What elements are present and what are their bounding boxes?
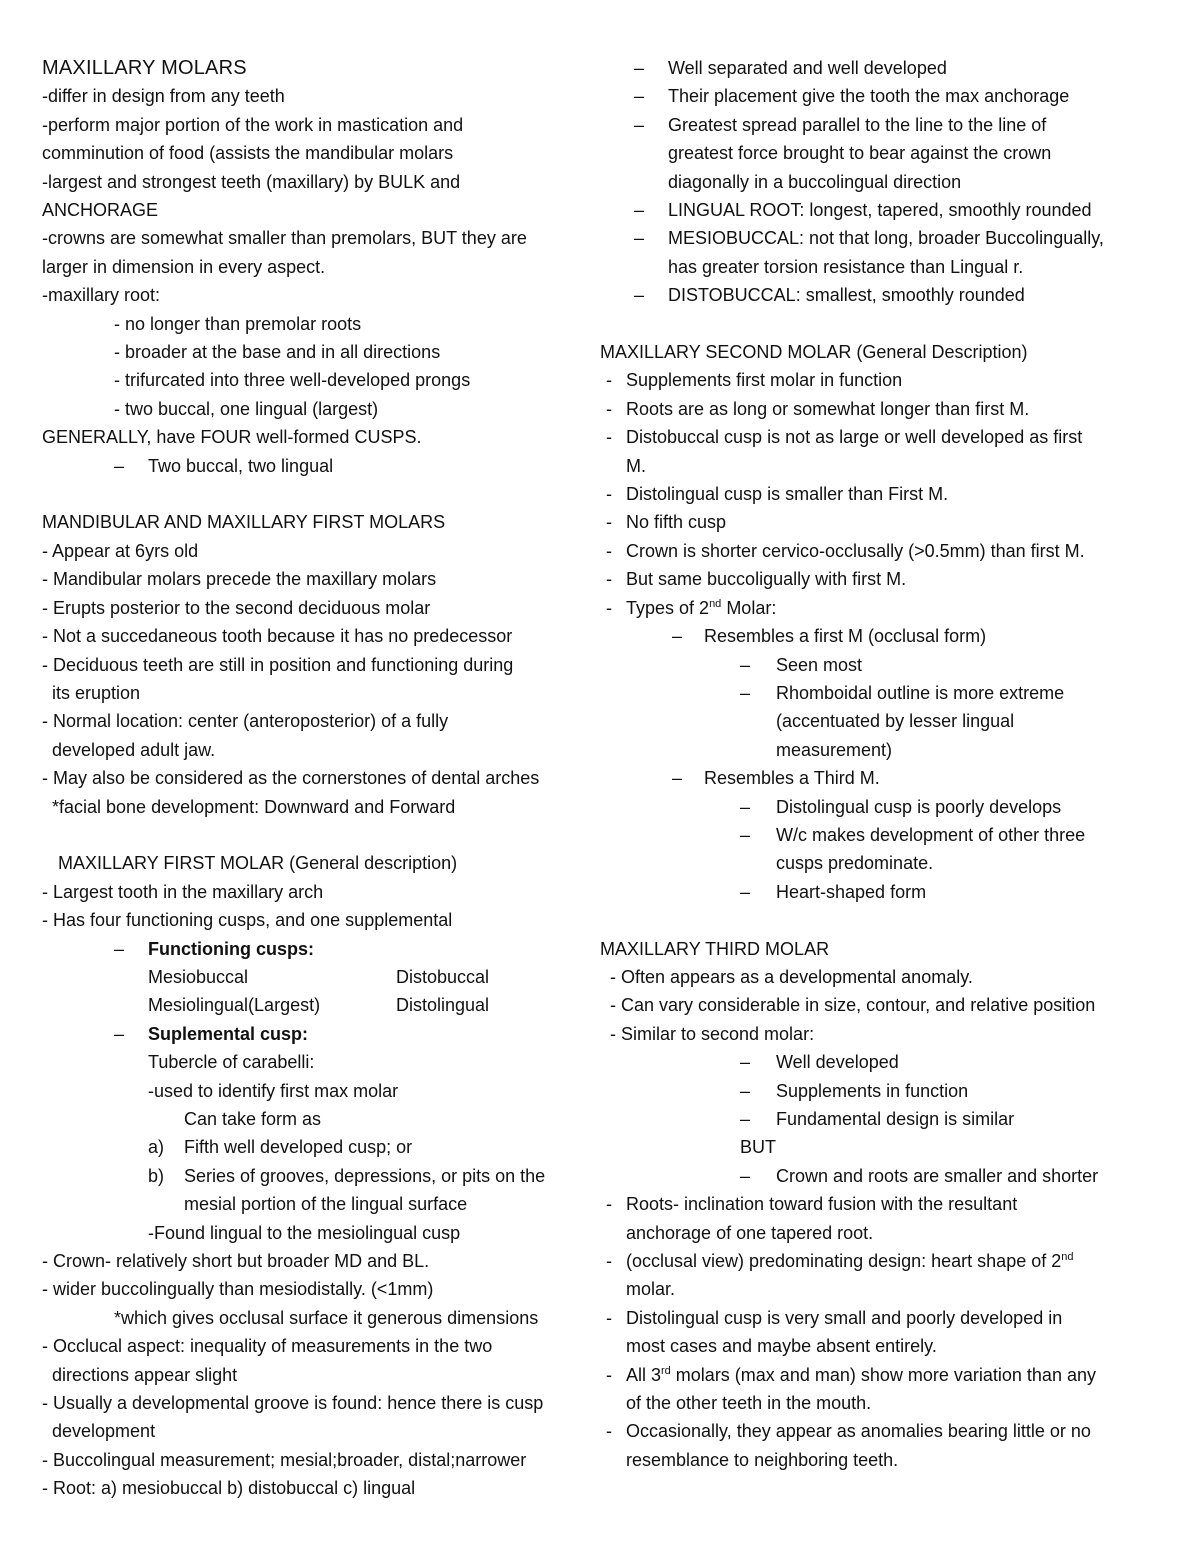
third-item: - Similar to second molar: <box>610 1023 815 1044</box>
carabelli-line: -used to identify first max molar <box>148 1080 399 1101</box>
root-point: - broader at the base and in all directions <box>114 342 441 363</box>
list-item: *facial bone development: Downward and Forward <box>42 796 456 817</box>
tail-item: - All 3rd molars (max and man) show more variation than any <box>606 1364 1096 1385</box>
root-item: – Greatest spread parallel to the line to the line of <box>634 114 1047 135</box>
but-item: – Crown and roots are smaller and shorter <box>740 1165 1099 1186</box>
second-item: - Roots are as long or somewhat longer than first M. <box>606 398 1030 419</box>
type-2: – Resembles a Third M. <box>672 768 880 789</box>
second-item: - But same buccoligually with first M. <box>606 569 907 590</box>
form-item-cont: mesial portion of the lingual surface <box>184 1194 468 1215</box>
similar-item: – Fundamental design is similar <box>740 1109 1015 1129</box>
generally-sub: – Two buccal, two lingual <box>114 455 334 476</box>
second-item: - No fifth cusp <box>606 512 727 533</box>
form-item: b) Series of grooves, depressions, or pits on the <box>148 1165 546 1186</box>
similar-item: – Well developed <box>740 1052 899 1073</box>
list-item: development <box>42 1421 156 1442</box>
carabelli-line: Can take form as <box>184 1109 322 1129</box>
supplemental-cusp-label: – Suplemental cusp: <box>114 1023 309 1044</box>
type-1: – Resembles a first M (occlusal form) <box>672 626 987 647</box>
list-item: - Mandibular molars precede the maxillary molars <box>42 569 437 590</box>
list-item: - Crown- relatively short but broader MD and BL. <box>42 1251 430 1272</box>
intro-line: larger in dimension in every aspect. <box>42 256 326 277</box>
carabelli-line: Tubercle of carabelli: <box>148 1052 315 1073</box>
list-item: its eruption <box>42 682 141 703</box>
similar-item: – Supplements in function <box>740 1080 969 1101</box>
cusp-row: Mesiolingual(Largest) Distolingual <box>148 995 490 1016</box>
list-item: - Buccolingual measurement; mesial;broader, distal;narrower <box>42 1449 527 1470</box>
root-item-cont: has greater torsion resistance than Lingual r. <box>668 256 1024 277</box>
third-item: - Often appears as a developmental anomaly. <box>610 966 973 987</box>
type-2-item-cont: cusps predominate. <box>776 853 934 874</box>
root-point: - trifurcated into three well-developed prongs <box>114 370 471 391</box>
list-item: - Normal location: center (anteroposterior) of a fully <box>42 711 449 732</box>
but-line: BUT <box>740 1137 776 1158</box>
type-1-item: – Seen most <box>740 654 863 675</box>
tail-item: - Distolingual cusp is very small and poorly developed in <box>606 1307 1063 1328</box>
root-item-cont: greatest force brought to bear against the crown <box>668 143 1052 164</box>
root-item-cont: diagonally in a buccolingual direction <box>668 171 962 192</box>
tail-item-cont: molar. <box>626 1279 676 1300</box>
list-item: - Deciduous teeth are still in position and functioning during <box>42 654 514 675</box>
tail-item-cont: anchorage of one tapered root. <box>626 1222 874 1243</box>
intro-line: -crowns are somewhat smaller than premolars, BUT they are <box>42 228 527 249</box>
right-column <box>600 54 1160 1474</box>
section-title-mand-max: MANDIBULAR AND MAXILLARY FIRST MOLARS <box>42 512 446 533</box>
list-item: developed adult jaw. <box>42 739 216 760</box>
intro-line: -largest and strongest teeth (maxillary) by BULK and <box>42 171 461 192</box>
type-2-item: – Heart-shaped form <box>740 881 927 902</box>
third-item: - Can vary considerable in size, contour, and relative position <box>610 995 1096 1016</box>
list-item: - Erupts posterior to the second deciduous molar <box>42 597 431 618</box>
second-item: - Distobuccal cusp is not as large or well developed as first <box>606 427 1083 448</box>
title-maxillary-molars: MAXILLARY MOLARS <box>42 57 247 79</box>
functioning-cusps-label: – Functioning cusps: <box>114 938 314 959</box>
type-1-item-cont: measurement) <box>776 739 893 760</box>
list-item: - Largest tooth in the maxillary arch <box>42 881 324 902</box>
intro-line: -perform major portion of the work in mastication and <box>42 114 464 135</box>
form-item: a) Fifth well developed cusp; or <box>148 1137 413 1158</box>
type-1-item: – Rhomboidal outline is more extreme <box>740 682 1065 703</box>
intro-line: comminution of food (assists the mandibular molars <box>42 143 454 164</box>
left-column <box>42 54 597 1503</box>
second-item: - Distolingual cusp is smaller than First M. <box>606 484 949 505</box>
second-item-cont: M. <box>626 455 646 476</box>
root-item: – Their placement give the tooth the max anchorage <box>634 86 1070 107</box>
list-item: - Usually a developmental groove is found: hence there is cusp <box>42 1393 544 1414</box>
list-item: - Has four functioning cusps, and one supplemental <box>42 910 453 931</box>
tail-item: - (occlusal view) predominating design: heart shape of 2nd <box>606 1251 1074 1272</box>
root-item: – Well separated and well developed <box>634 58 947 78</box>
list-item: - wider buccolingually than mesiodistally. (<1mm) <box>42 1279 434 1300</box>
section-title-second-molar: MAXILLARY SECOND MOLAR (General Description) <box>600 342 1028 363</box>
types-line: - Types of 2nd Molar: <box>606 597 777 618</box>
list-item: - Root: a) mesiobuccal b) distobuccal c) lingual <box>42 1478 416 1499</box>
root-point: - two buccal, one lingual (largest) <box>114 398 379 419</box>
section-title-third-molar: MAXILLARY THIRD MOLAR <box>600 938 830 959</box>
type-2-item: – Distolingual cusp is poorly develops <box>740 796 1062 817</box>
cusp-row: Mesiobuccal Distobuccal <box>148 966 490 987</box>
type-1-item-cont: (accentuated by lesser lingual <box>776 711 1015 732</box>
root-item: – MESIOBUCCAL: not that long, broader Buccolingually, <box>634 228 1104 249</box>
tail-item-cont: of the other teeth in the mouth. <box>626 1393 872 1414</box>
found-line: -Found lingual to the mesiolingual cusp <box>148 1222 461 1243</box>
second-item: - Crown is shorter cervico-occlusally (>0.5mm) than first M. <box>606 540 1085 561</box>
root-point: - no longer than premolar roots <box>114 313 362 334</box>
intro-line: -maxillary root: <box>42 285 161 306</box>
list-item: - Appear at 6yrs old <box>42 540 199 561</box>
root-item: – LINGUAL ROOT: longest, tapered, smoothly rounded <box>634 200 1092 221</box>
tail-item-cont: most cases and maybe absent entirely. <box>626 1336 937 1357</box>
list-item: - May also be considered as the cornerstones of dental arches <box>42 768 540 789</box>
tail-item: - Roots- inclination toward fusion with the resultant <box>606 1194 1018 1215</box>
intro-line: ANCHORAGE <box>42 200 159 221</box>
intro-line: -differ in design from any teeth <box>42 86 285 107</box>
list-item: - Occlucal aspect: inequality of measurements in the two <box>42 1336 493 1357</box>
root-item: – DISTOBUCCAL: smallest, smoothly rounded <box>634 285 1025 306</box>
tail-item-cont: resemblance to neighboring teeth. <box>626 1449 899 1470</box>
type-2-item: – W/c makes development of other three <box>740 824 1086 845</box>
section-title-first-molar: MAXILLARY FIRST MOLAR (General description) <box>58 853 458 874</box>
list-item: directions appear slight <box>42 1364 238 1385</box>
second-item: - Supplements first molar in function <box>606 370 903 391</box>
tail-item: - Occasionally, they appear as anomalies bearing little or no <box>606 1421 1091 1442</box>
list-item: - Not a succedaneous tooth because it has no predecessor <box>42 626 513 647</box>
generally-line: GENERALLY, have FOUR well-formed CUSPS. <box>42 427 422 448</box>
which-gives-line: *which gives occlusal surface it generous dimensions <box>114 1307 539 1328</box>
